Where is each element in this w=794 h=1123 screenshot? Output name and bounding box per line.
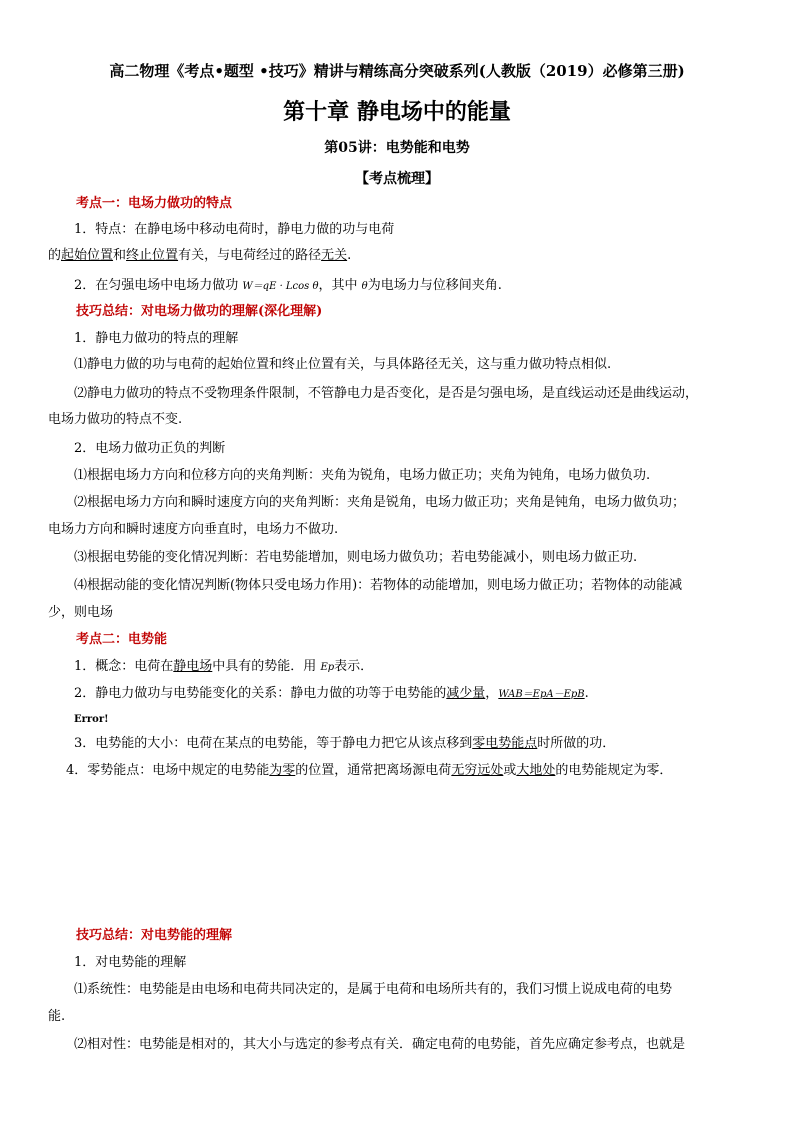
- chapter-title: 第十章 静电场中的能量: [283, 99, 511, 125]
- work-formula: W＝qE · Lcos θ: [242, 281, 319, 292]
- tip2-p2: ⑵相对性：电势能是相对的，其大小与选定的参考点有关．确定电荷的电势能，首先应确定参考点，也就是: [74, 1037, 686, 1052]
- tip1-q1: ⑴根据电场力方向和位移方向的夹角判断：夹角为锐角，电场力做正功；夹角为钝角，电场力做负功.: [74, 468, 651, 483]
- field-error-text: Error!: [74, 714, 109, 725]
- tip1-q2b: 电场力方向和瞬时速度方向垂直时，电场力不做功.: [48, 522, 339, 537]
- tip1-q2a: ⑵根据电场力方向和瞬时速度方向的夹角判断：夹角是锐角，电场力做正功；夹角是钝角，电场力做负功；: [74, 495, 686, 510]
- topic1-heading: 考点一：电场力做功的特点: [76, 196, 233, 211]
- topic1-item1-cont: 的起始位置和终止位置有关，与电荷经过的路径无关.: [48, 248, 352, 263]
- section-title: 【考点梳理】: [355, 171, 439, 187]
- topic2-c3: 3．电势能的大小：电荷在某点的电势能，等于静电力把它从该点移到零电势能点时所做的功．: [74, 736, 616, 751]
- tip2-p1a: ⑴系统性：电势能是由电场和电荷共同决定的，是属于电荷和电场所共有的，我们习惯上说成电荷的电势: [74, 982, 673, 997]
- tip1-heading: 技巧总结：对电场力做功的理解(深化理解): [76, 304, 323, 319]
- topic2-c4: 4．零势能点：电场中规定的电势能为零的位置，通常把离场源电荷无穷远处或大地处的电势能规定为零．: [66, 763, 673, 778]
- topic1-item2: 2．在匀强电场中电场力做功 W＝qE · Lcos θ，其中 θ为电场力与位移间夹角.: [74, 278, 502, 293]
- topic2-heading: 考点二：电势能: [76, 632, 168, 647]
- tip1-p1: ⑴静电力做的功与电荷的起始位置和终止位置有关，与具体路径无关，这与重力做功特点相似.: [74, 357, 612, 372]
- topic2-c2: 2．静电力做功与电势能变化的关系：静电力做的功等于电势能的减少量，WAB＝EpA－EpB.: [74, 686, 589, 701]
- series-title: 高二物理《考点•题型 •技巧》精讲与精练高分突破系列(人教版（2019）必修第三册): [109, 62, 685, 80]
- tip1-q4a: ⑷根据动能的变化情况判断(物体只受电场力作用)：若物体的动能增加，则电场力做正功；若物体的动能减: [74, 578, 683, 593]
- tip2-p1b: 能.: [48, 1009, 66, 1024]
- tip2-heading: 技巧总结：对电势能的理解: [76, 928, 233, 943]
- work-energy-formula: WAB＝EpA－EpB: [498, 689, 585, 700]
- tip1-q4b: 少，则电场: [48, 605, 114, 620]
- tip1-p2a: ⑵静电力做功的特点不受物理条件限制，不管静电力是否变化，是否是匀强电场，是直线运动还是曲线运动，: [74, 386, 699, 401]
- topic1-item1: 1．特点：在静电场中移动电荷时，静电力做的功与电荷: [74, 222, 395, 237]
- tip1-p2b: 电场力做功的特点不变.: [48, 412, 183, 427]
- lecture-title: 第05讲：电势能和电势: [324, 140, 470, 156]
- topic2-c1: 1．概念：电荷在静电场中具有的势能．用 Ep表示．: [74, 659, 374, 674]
- tip1-q3: ⑶根据电势能的变化情况判断：若电势能增加，则电场力做负功；若电势能减小，则电场力做正功.: [74, 550, 638, 565]
- tip2-h1: 1．对电势能的理解: [74, 955, 187, 970]
- tip1-h2: 2．电场力做功正负的判断: [74, 441, 226, 456]
- tip1-h1: 1．静电力做功的特点的理解: [74, 331, 239, 346]
